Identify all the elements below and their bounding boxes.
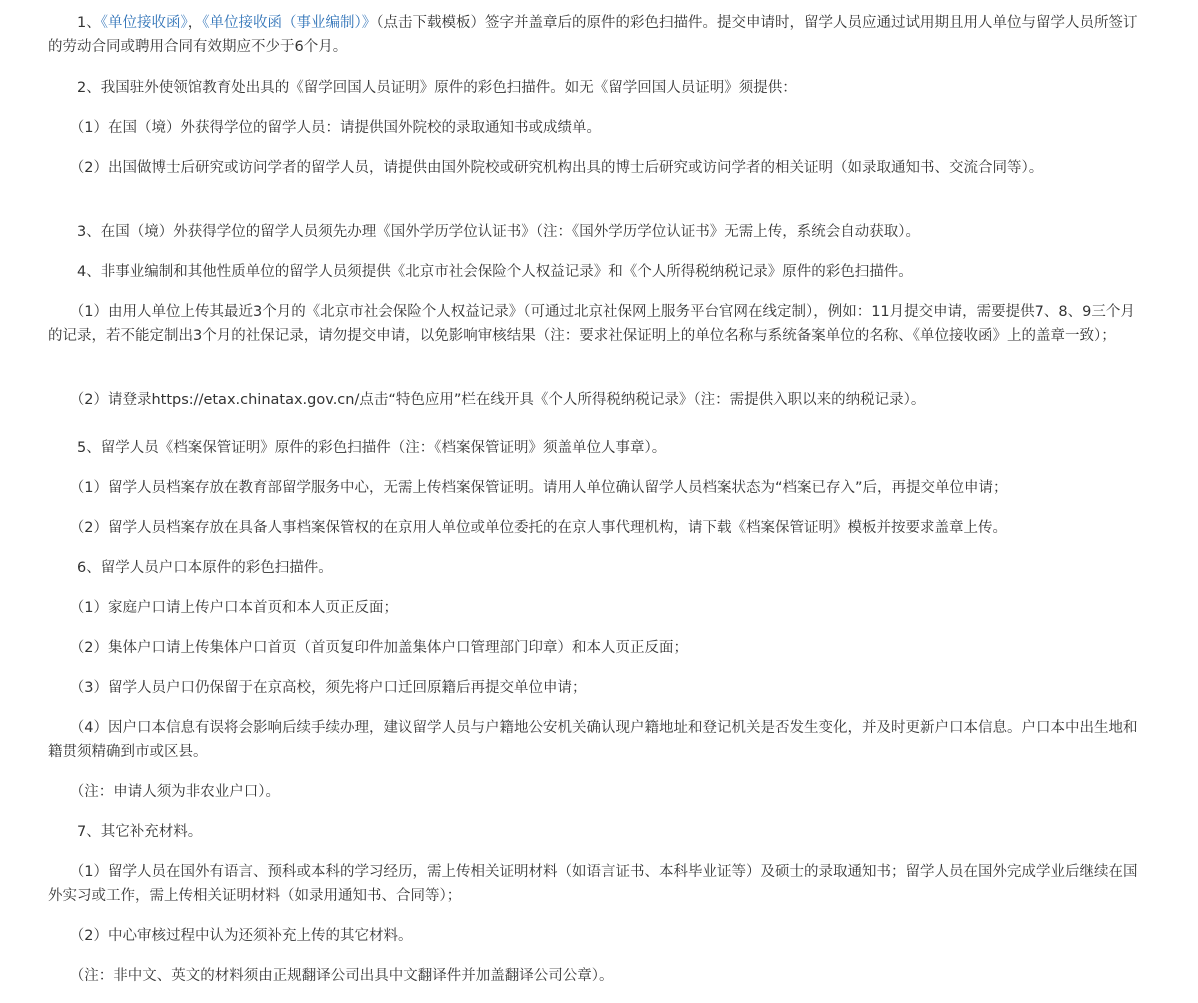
paragraph-7	[48, 820, 1148, 844]
paragraph-text: （2）集体户口请上传集体户口首页（首页复印件加盖集体户口管理部门印章）和本人页正反面；	[77, 640, 688, 656]
paragraph-6-2	[48, 636, 1148, 660]
paragraph-indent	[48, 864, 77, 880]
paragraph-text: （注：非中文、英文的材料须由正规翻译公司出具中文翻译件并加盖翻译公司公章）。	[77, 968, 614, 984]
paragraph-2-2	[48, 156, 1148, 180]
separator: ，	[187, 15, 203, 31]
paragraph-text: （2）出国做博士后研究或访问学者的留学人员，请提供由国外院校或研究机构出具的博士后研究或访问学者的相关证明（如录取通知书、交流合同等）。	[77, 160, 1044, 176]
paragraph-text: 3、在国（境）外获得学位的留学人员须先办理《国外学历学位认证书》（注：《国外学历学位认证书》无需上传，系统会自动获取）。	[77, 224, 920, 240]
paragraph-text: （3）留学人员户口仍保留于在京高校，须先将户口迁回原籍后再提交单位申请；	[77, 680, 587, 696]
paragraph-4	[48, 260, 1148, 284]
paragraph-text: （点击下载模板）签字并盖章后的原件的彩色扫描件。提交申请时，留学人员应通过试用期且用人单位与留学人员所签订的劳动合同或聘用合同有效期应不少于6个月。	[48, 15, 1138, 55]
paragraph-text: （1）留学人员档案存放在教育部留学服务中心，无需上传档案保管证明。请用人单位确认留学人员档案状态为“档案已存入”后，再提交单位申请；	[77, 480, 1008, 496]
paragraph-indent	[48, 264, 77, 280]
paragraph-indent	[48, 824, 77, 840]
paragraph-indent	[48, 720, 77, 736]
paragraph-indent	[48, 80, 77, 96]
paragraph-2	[48, 76, 1148, 100]
paragraph-text: （2）留学人员档案存放在具备人事档案保管权的在京用人单位或单位委托的在京人事代理机构，请下载《档案保管证明》模板并按要求盖章上传。	[77, 520, 1007, 536]
paragraph-indent	[48, 640, 77, 656]
paragraph-text: （1）留学人员在国外有语言、预科或本科的学习经历，需上传相关证明材料（如语言证书、本科毕业证等）及硕士的录取通知书；留学人员在国外完成学业后继续在国外实习或工作，需上传相关证明材料（如录用通知书、合同等）；	[48, 864, 1138, 904]
paragraph-indent	[48, 392, 77, 408]
paragraph-indent	[48, 600, 77, 616]
paragraph-text: 7、其它补充材料。	[77, 824, 203, 840]
unit-acceptance-letter-link[interactable]: 《单位接收函》	[100, 15, 188, 31]
paragraph-5-1	[48, 476, 1148, 500]
paragraph-4-1	[48, 300, 1148, 348]
paragraph-text: （4）因户口本信息有误将会影响后续手续办理，建议留学人员与户籍地公安机关确认现户籍地址和登记机关是否发生变化，并及时更新户口本信息。户口本中出生地和籍贯须精确到市或区县。	[48, 720, 1138, 760]
paragraph-indent	[48, 15, 77, 31]
paragraph-6-3	[48, 676, 1148, 700]
paragraph-indent	[48, 784, 77, 800]
paragraph-text: 4、非事业编制和其他性质单位的留学人员须提供《北京市社会保险个人权益记录》和《个人所得税纳税记录》原件的彩色扫描件。	[77, 264, 913, 280]
paragraph-2-1	[48, 116, 1148, 140]
paragraph-indent	[48, 224, 77, 240]
paragraph-text: 2、我国驻外使领馆教育处出具的《留学回国人员证明》原件的彩色扫描件。如无《留学回国人员证明》须提供：	[77, 80, 797, 96]
paragraph-text: （1）由用人单位上传其最近3个月的《北京市社会保险个人权益记录》（可通过北京社保网上服务平台官网在线定制），例如：11月提交申请，需要提供7、8、9三个月的记录，若不能定制出3个月的社保记录，请勿提交申请，以免影响审核结果（注：要求社保证明上的单位名称与系统备案单位的名称、《单位接收函》上的盖章一致）；	[48, 304, 1135, 344]
paragraph-text: （2）中心审核过程中认为还须补充上传的其它材料。	[77, 928, 413, 944]
paragraph-7-note	[48, 964, 1148, 988]
paragraph-text: （1）家庭户口请上传户口本首页和本人页正反面；	[77, 600, 398, 616]
paragraph-indent	[48, 560, 77, 576]
paragraph-1	[48, 11, 1148, 59]
paragraph-5	[48, 436, 1148, 460]
paragraph-3	[48, 220, 1148, 244]
paragraph-6-1	[48, 596, 1148, 620]
paragraph-indent	[48, 304, 77, 320]
paragraph-indent	[48, 120, 77, 136]
paragraph-6-4	[48, 716, 1148, 764]
paragraph-indent	[48, 160, 77, 176]
paragraph-indent	[48, 928, 77, 944]
paragraph-7-2	[48, 924, 1148, 948]
paragraph-text: 6、留学人员户口本原件的彩色扫描件。	[77, 560, 333, 576]
paragraph-7-1	[48, 860, 1148, 908]
paragraph-6	[48, 556, 1148, 580]
paragraph-text: （注：申请人须为非农业户口）。	[77, 784, 280, 800]
paragraph-text: （1）在国（境）外获得学位的留学人员：请提供国外院校的录取通知书或成绩单。	[77, 120, 601, 136]
item-number: 1、	[77, 15, 101, 31]
paragraph-indent	[48, 480, 77, 496]
paragraph-indent	[48, 968, 77, 984]
unit-acceptance-letter-institution-link[interactable]: 《单位接收函（事业编制）》	[202, 15, 377, 31]
paragraph-indent	[48, 440, 77, 456]
paragraph-4-2	[48, 388, 1148, 412]
paragraph-indent	[48, 520, 77, 536]
paragraph-text: 5、留学人员《档案保管证明》原件的彩色扫描件（注：《档案保管证明》须盖单位人事章）。	[77, 440, 667, 456]
paragraph-5-2	[48, 516, 1148, 540]
paragraph-indent	[48, 680, 77, 696]
paragraph-6-note	[48, 780, 1148, 804]
paragraph-text: （2）请登录https://etax.chinatax.gov.cn/点击“特色应用”栏在线开具《个人所得税纳税记录》（注：需提供入职以来的纳税记录）。	[77, 392, 926, 408]
